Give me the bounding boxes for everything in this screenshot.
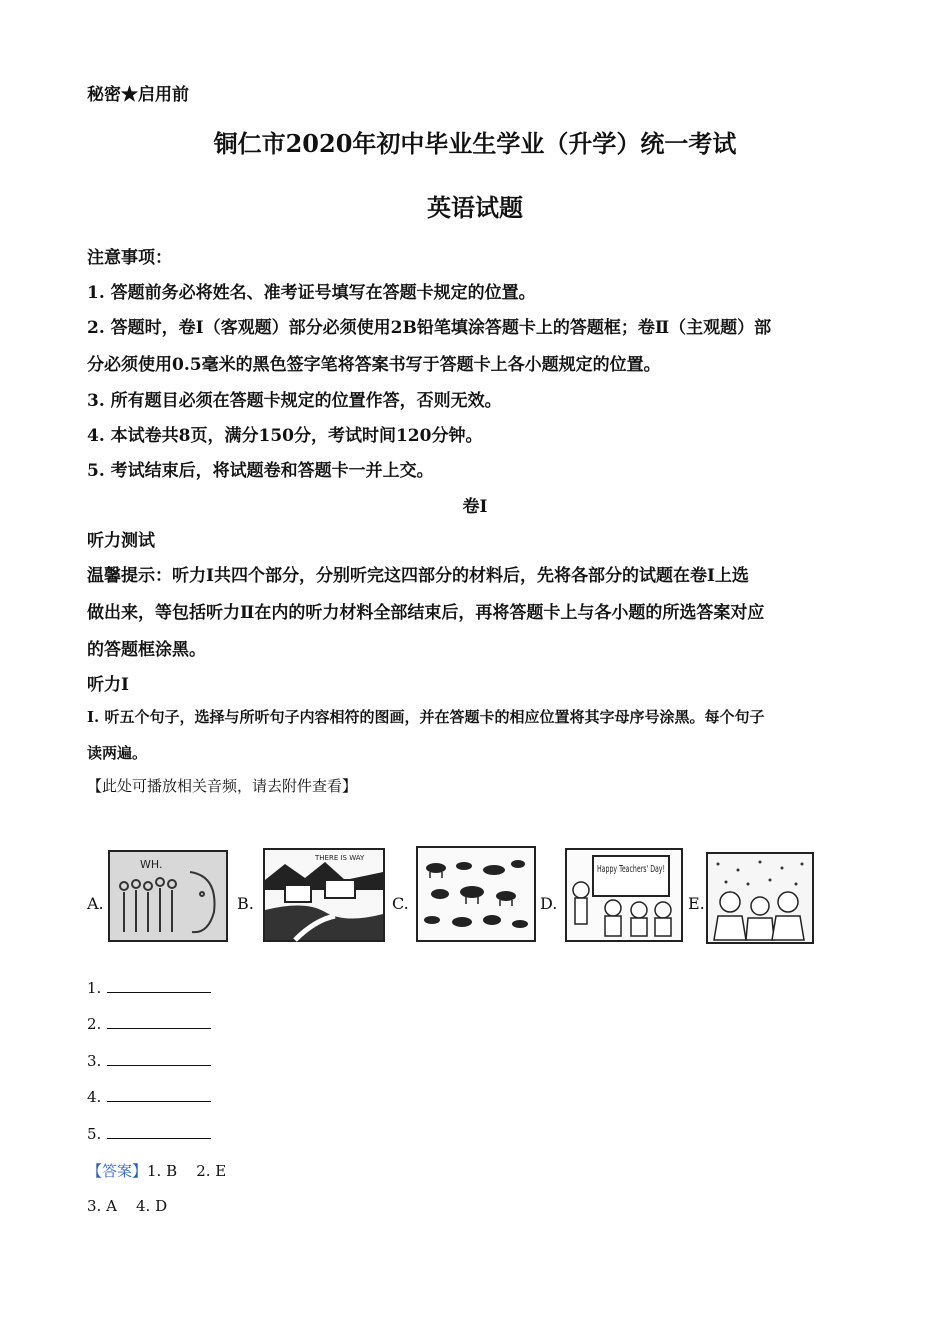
notice-heading: 注意事项： bbox=[87, 248, 172, 268]
picture-b-caption: THERE IS WAY bbox=[315, 854, 365, 862]
exam-title: 铜仁市2020年初中毕业生学业（升学）统一考试 bbox=[213, 129, 737, 158]
listening-instruction: 读两遍。 bbox=[87, 744, 148, 762]
picture-c-animals[interactable] bbox=[416, 846, 536, 942]
answer-blank-1[interactable] bbox=[87, 979, 211, 997]
answer-blank-5[interactable] bbox=[87, 1125, 211, 1143]
picture-a-caption: WH. bbox=[140, 858, 163, 871]
people-illustration-icon bbox=[110, 852, 226, 940]
listening-subheading: 听力Ⅰ bbox=[87, 675, 129, 695]
picture-label-c: C. bbox=[392, 894, 409, 913]
notice-item: 分必须使用0.5毫米的黑色签字笔将答案书写于答题卡上各小题规定的位置。 bbox=[87, 355, 661, 375]
picture-label-b: B. bbox=[237, 894, 254, 913]
blank-line bbox=[107, 1126, 211, 1139]
answer-blank-2[interactable] bbox=[87, 1015, 211, 1033]
notice-item: 4. 本试卷共8页，满分150分，考试时间120分钟。 bbox=[87, 426, 483, 446]
picture-a-people-queue[interactable] bbox=[108, 850, 228, 942]
blank-line bbox=[107, 1016, 211, 1029]
secret-label: 秘密★启用前 bbox=[87, 85, 189, 105]
teachers-day-illustration-icon bbox=[567, 850, 681, 940]
answer-values: 1. B 2. E bbox=[147, 1162, 227, 1180]
village-illustration-icon bbox=[265, 850, 383, 940]
listening-tip: 的答题框涂黑。 bbox=[87, 640, 206, 660]
picture-d-caption: Happy Teachers' Day! bbox=[597, 864, 665, 875]
blank-number: 4. bbox=[87, 1088, 102, 1106]
blank-line bbox=[107, 1053, 211, 1066]
blank-number: 1. bbox=[87, 979, 102, 997]
animals-illustration-icon bbox=[418, 848, 534, 940]
exam-subtitle: 英语试题 bbox=[427, 193, 523, 222]
notice-item: 1. 答题前务必将姓名、准考证号填写在答题卡规定的位置。 bbox=[87, 283, 536, 303]
listening-tip: 温馨提示：听力Ⅰ共四个部分，分别听完这四部分的材料后，先将各部分的试题在卷Ⅰ上选 bbox=[87, 566, 749, 586]
audio-note[interactable]: 【此处可播放相关音频，请去附件查看】 bbox=[87, 777, 358, 795]
blank-number: 2. bbox=[87, 1015, 102, 1033]
notice-item: 5. 考试结束后，将试题卷和答题卡一并上交。 bbox=[87, 461, 434, 481]
notice-item: 2. 答题时，卷Ⅰ（客观题）部分必须使用2B铅笔填涂答题卡上的答题框；卷Ⅱ（主观题）部 bbox=[87, 318, 772, 338]
picture-label-e: E. bbox=[688, 894, 705, 913]
listening-heading: 听力测试 bbox=[87, 531, 155, 551]
blank-line bbox=[107, 1089, 211, 1102]
answer-blank-4[interactable] bbox=[87, 1088, 211, 1106]
answer-blank-3[interactable] bbox=[87, 1052, 211, 1070]
listening-instruction: Ⅰ. 听五个句子，选择与所听句子内容相符的图画，并在答题卡的相应位置将其字母序号涂黑。每个句子 bbox=[87, 708, 765, 726]
blank-line bbox=[107, 980, 211, 993]
answer-tag: 【答案】 bbox=[87, 1162, 148, 1180]
blank-number: 3. bbox=[87, 1052, 102, 1070]
notice-item: 3. 所有题目必须在答题卡规定的位置作答，否则无效。 bbox=[87, 391, 502, 411]
listening-tip: 做出来，等包括听力Ⅱ在内的听力材料全部结束后，再将答题卡上与各小题的所选答案对应 bbox=[87, 603, 765, 623]
answer-line-1 bbox=[87, 1160, 226, 1181]
snow-illustration-icon bbox=[708, 854, 812, 942]
answer-line-2: 3. A 4. D bbox=[87, 1197, 168, 1215]
picture-e-snow-children[interactable] bbox=[706, 852, 814, 944]
part-title: 卷Ⅰ bbox=[462, 497, 488, 517]
picture-label-d: D. bbox=[540, 894, 558, 913]
picture-d-teachers-day[interactable] bbox=[565, 848, 683, 942]
blank-number: 5. bbox=[87, 1125, 102, 1143]
picture-b-village-path[interactable] bbox=[263, 848, 385, 942]
picture-label-a: A. bbox=[87, 894, 104, 913]
